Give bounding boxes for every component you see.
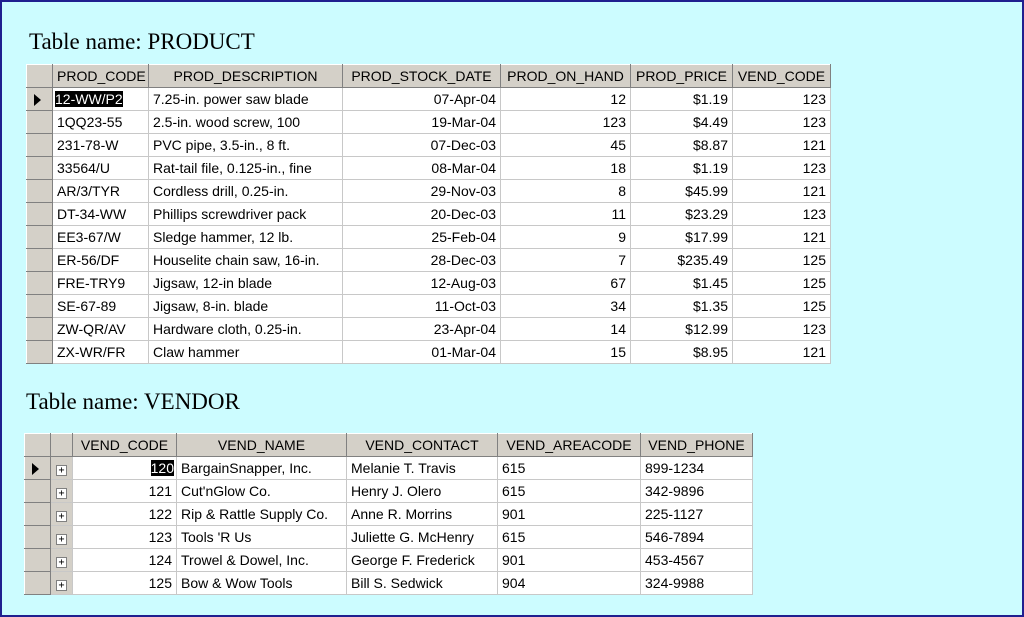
row-selector[interactable]: [25, 526, 51, 549]
row-selector[interactable]: [27, 272, 53, 295]
table-row: [27, 111, 831, 134]
product-table-caption: Table name: PRODUCT: [29, 29, 255, 54]
cell-prod-price[interactable]: $1.45: [631, 272, 733, 295]
cell-vend-areacode[interactable]: 901: [498, 503, 641, 526]
cell-prod-code[interactable]: [53, 88, 149, 111]
cell-vend-phone[interactable]: 342-9896: [641, 480, 753, 503]
row-selector[interactable]: [27, 157, 53, 180]
table-row: [27, 134, 831, 157]
cell-vend-phone[interactable]: 225-1127: [641, 503, 753, 526]
cell-vend-code[interactable]: 121: [733, 226, 831, 249]
expand-cell[interactable]: [51, 503, 73, 526]
cell-prod-price[interactable]: $4.49: [631, 111, 733, 134]
row-selector[interactable]: [27, 111, 53, 134]
table-row: [25, 503, 753, 526]
product-row-selector-header[interactable]: [27, 65, 53, 88]
vendor-expand-header: [51, 434, 73, 457]
cell-prod-stock-date[interactable]: 25-Feb-04: [343, 226, 501, 249]
cell-vend-contact[interactable]: Bill S. Sedwick: [347, 572, 498, 595]
table-row: [27, 318, 831, 341]
cell-prod-code[interactable]: ZX-WR/FR: [53, 341, 149, 364]
cell-prod-price[interactable]: $12.99: [631, 318, 733, 341]
expand-plus-icon[interactable]: +: [56, 465, 67, 476]
row-selector[interactable]: [27, 249, 53, 272]
expand-cell[interactable]: [51, 572, 73, 595]
cell-vend-phone[interactable]: 453-4567: [641, 549, 753, 572]
cell-vend-code[interactable]: 123: [733, 318, 831, 341]
product-header-row: [27, 65, 831, 88]
table-row: [27, 88, 831, 111]
expand-plus-icon[interactable]: +: [56, 557, 67, 568]
cell-prod-description[interactable]: Hardware cloth, 0.25-in.: [149, 318, 343, 341]
table-row: [27, 203, 831, 226]
cell-vend-code[interactable]: 121: [733, 341, 831, 364]
expand-cell[interactable]: [51, 480, 73, 503]
cell-prod-price[interactable]: $17.99: [631, 226, 733, 249]
cell-prod-on-hand[interactable]: 123: [501, 111, 631, 134]
column-header-prod-code[interactable]: PROD_CODE: [53, 65, 149, 88]
cell-prod-on-hand[interactable]: 34: [501, 295, 631, 318]
table-row: [27, 180, 831, 203]
cell-prod-description[interactable]: Rat-tail file, 0.125-in., fine: [149, 157, 343, 180]
cell-vend-areacode[interactable]: 615: [498, 480, 641, 503]
table-row: [27, 295, 831, 318]
cell-vend-code[interactable]: 121: [733, 134, 831, 157]
cell-prod-description[interactable]: Jigsaw, 12-in blade: [149, 272, 343, 295]
cell-vend-code[interactable]: 123: [733, 203, 831, 226]
cell-text: 12-WW/P2: [55, 91, 123, 107]
cell-vend-code[interactable]: 121: [73, 480, 177, 503]
vendor-table-caption: Table name: VENDOR: [26, 389, 240, 414]
cell-prod-stock-date[interactable]: 11-Oct-03: [343, 295, 501, 318]
cell-vend-name[interactable]: Rip & Rattle Supply Co.: [177, 503, 347, 526]
cell-vend-code[interactable]: 124: [73, 549, 177, 572]
cell-prod-price[interactable]: $23.29: [631, 203, 733, 226]
row-selector[interactable]: [27, 134, 53, 157]
cell-prod-price[interactable]: $1.19: [631, 157, 733, 180]
column-header-vend-name[interactable]: VEND_NAME: [177, 434, 347, 457]
table-row: [27, 226, 831, 249]
table-row: [27, 272, 831, 295]
cell-prod-stock-date[interactable]: 07-Apr-04: [343, 88, 501, 111]
vendor-rows: [25, 457, 753, 595]
cell-prod-on-hand[interactable]: 7: [501, 249, 631, 272]
row-selector[interactable]: [27, 295, 53, 318]
cell-prod-stock-date[interactable]: 23-Apr-04: [343, 318, 501, 341]
cell-prod-price[interactable]: $8.87: [631, 134, 733, 157]
row-selector[interactable]: [25, 549, 51, 572]
cell-prod-code[interactable]: ER-56/DF: [53, 249, 149, 272]
cell-prod-code[interactable]: EE3-67/W: [53, 226, 149, 249]
cell-vend-name[interactable]: Bow & Wow Tools: [177, 572, 347, 595]
expand-cell[interactable]: [51, 549, 73, 572]
cell-vend-areacode[interactable]: 904: [498, 572, 641, 595]
cell-vend-code[interactable]: 123: [733, 88, 831, 111]
row-selector[interactable]: [27, 180, 53, 203]
table-row: [27, 249, 831, 272]
cell-vend-phone[interactable]: 324-9988: [641, 572, 753, 595]
expand-plus-icon[interactable]: +: [56, 511, 67, 522]
row-selector[interactable]: [27, 88, 53, 111]
cell-vend-code[interactable]: 123: [73, 526, 177, 549]
cell-vend-contact[interactable]: Henry J. Olero: [347, 480, 498, 503]
cell-prod-stock-date[interactable]: 07-Dec-03: [343, 134, 501, 157]
column-header-prod-stock-date[interactable]: PROD_STOCK_DATE: [343, 65, 501, 88]
cell-prod-stock-date[interactable]: 12-Aug-03: [343, 272, 501, 295]
cell-prod-description[interactable]: Phillips screwdriver pack: [149, 203, 343, 226]
row-selector[interactable]: [27, 226, 53, 249]
column-header-vend-code[interactable]: VEND_CODE: [73, 434, 177, 457]
cell-prod-price[interactable]: $8.95: [631, 341, 733, 364]
cell-vend-areacode[interactable]: 615: [498, 526, 641, 549]
record-pointer-icon: [34, 94, 41, 106]
cell-prod-on-hand[interactable]: 14: [501, 318, 631, 341]
cell-prod-price[interactable]: $235.49: [631, 249, 733, 272]
expand-cell[interactable]: [51, 526, 73, 549]
cell-prod-on-hand[interactable]: 11: [501, 203, 631, 226]
cell-prod-description[interactable]: 2.5-in. wood screw, 100: [149, 111, 343, 134]
cell-prod-code[interactable]: 231-78-W: [53, 134, 149, 157]
cell-prod-code[interactable]: FRE-TRY9: [53, 272, 149, 295]
column-header-prod-price[interactable]: PROD_PRICE: [631, 65, 733, 88]
column-header-prod-on-hand[interactable]: PROD_ON_HAND: [501, 65, 631, 88]
vendor-header-row: [25, 434, 753, 457]
cell-vend-name[interactable]: BargainSnapper, Inc.: [177, 457, 347, 480]
cell-prod-code[interactable]: 33564/U: [53, 157, 149, 180]
cell-prod-on-hand[interactable]: 45: [501, 134, 631, 157]
cell-vend-contact[interactable]: Melanie T. Travis: [347, 457, 498, 480]
table-row: [25, 549, 753, 572]
row-selector[interactable]: [27, 341, 53, 364]
cell-prod-price[interactable]: $45.99: [631, 180, 733, 203]
row-selector[interactable]: [25, 572, 51, 595]
table-row: [25, 480, 753, 503]
table-row: [25, 526, 753, 549]
cell-vend-code[interactable]: 121: [733, 180, 831, 203]
cell-prod-description[interactable]: Sledge hammer, 12 lb.: [149, 226, 343, 249]
cell-prod-description[interactable]: PVC pipe, 3.5-in., 8 ft.: [149, 134, 343, 157]
cell-prod-stock-date[interactable]: 19-Mar-04: [343, 111, 501, 134]
cell-vend-name[interactable]: Cut'nGlow Co.: [177, 480, 347, 503]
expand-cell[interactable]: [51, 457, 73, 480]
expand-plus-icon[interactable]: +: [56, 488, 67, 499]
cell-vend-phone[interactable]: 899-1234: [641, 457, 753, 480]
cell-prod-description[interactable]: Claw hammer: [149, 341, 343, 364]
record-pointer-icon: [32, 463, 39, 475]
cell-prod-on-hand[interactable]: 12: [501, 88, 631, 111]
row-selector[interactable]: [25, 457, 51, 480]
cell-prod-on-hand[interactable]: 8: [501, 180, 631, 203]
cell-vend-code[interactable]: 125: [733, 272, 831, 295]
row-selector[interactable]: [27, 203, 53, 226]
cell-prod-on-hand[interactable]: 9: [501, 226, 631, 249]
cell-prod-description[interactable]: Houselite chain saw, 16-in.: [149, 249, 343, 272]
cell-vend-contact[interactable]: George F. Frederick: [347, 549, 498, 572]
vendor-datasheet: [24, 433, 753, 595]
cell-vend-contact[interactable]: Anne R. Morrins: [347, 503, 498, 526]
cell-vend-areacode[interactable]: 615: [498, 457, 641, 480]
cell-prod-stock-date[interactable]: 08-Mar-04: [343, 157, 501, 180]
table-row: [25, 572, 753, 595]
cell-prod-code[interactable]: ZW-QR/AV: [53, 318, 149, 341]
product-rows: [27, 88, 831, 364]
column-header-vend-phone[interactable]: VEND_PHONE: [641, 434, 753, 457]
cell-vend-areacode[interactable]: 901: [498, 549, 641, 572]
cell-prod-description[interactable]: Cordless drill, 0.25-in.: [149, 180, 343, 203]
cell-vend-contact[interactable]: Juliette G. McHenry: [347, 526, 498, 549]
cell-prod-on-hand[interactable]: 67: [501, 272, 631, 295]
column-header-prod-description[interactable]: PROD_DESCRIPTION: [149, 65, 343, 88]
cell-prod-on-hand[interactable]: 15: [501, 341, 631, 364]
cell-prod-stock-date[interactable]: 28-Dec-03: [343, 249, 501, 272]
cell-vend-code[interactable]: 125: [733, 295, 831, 318]
table-row: [27, 157, 831, 180]
cell-vend-code[interactable]: 123: [733, 111, 831, 134]
cell-prod-stock-date[interactable]: 20-Dec-03: [343, 203, 501, 226]
cell-prod-description[interactable]: Jigsaw, 8-in. blade: [149, 295, 343, 318]
row-selector[interactable]: [25, 480, 51, 503]
expand-plus-icon[interactable]: +: [56, 534, 67, 545]
column-header-vend-areacode[interactable]: VEND_AREACODE: [498, 434, 641, 457]
cell-vend-code[interactable]: [73, 457, 177, 480]
cell-vend-code[interactable]: 125: [73, 572, 177, 595]
column-header-vend-code[interactable]: VEND_CODE: [733, 65, 831, 88]
column-header-vend-contact[interactable]: VEND_CONTACT: [347, 434, 498, 457]
cell-vend-code[interactable]: 123: [733, 157, 831, 180]
cell-prod-stock-date[interactable]: 01-Mar-04: [343, 341, 501, 364]
cell-prod-price[interactable]: $1.19: [631, 88, 733, 111]
cell-prod-code[interactable]: DT-34-WW: [53, 203, 149, 226]
vendor-row-selector-header[interactable]: [25, 434, 51, 457]
cell-text: 120: [150, 460, 174, 476]
cell-vend-phone[interactable]: 546-7894: [641, 526, 753, 549]
expand-plus-icon[interactable]: +: [56, 580, 67, 591]
cell-vend-name[interactable]: Tools 'R Us: [177, 526, 347, 549]
cell-prod-code[interactable]: AR/3/TYR: [53, 180, 149, 203]
table-row: [27, 341, 831, 364]
row-selector[interactable]: [25, 503, 51, 526]
cell-vend-code[interactable]: 125: [733, 249, 831, 272]
cell-vend-code[interactable]: 122: [73, 503, 177, 526]
cell-prod-code[interactable]: 1QQ23-55: [53, 111, 149, 134]
cell-prod-stock-date[interactable]: 29-Nov-03: [343, 180, 501, 203]
cell-vend-name[interactable]: Trowel & Dowel, Inc.: [177, 549, 347, 572]
product-datasheet: [26, 64, 831, 364]
row-selector[interactable]: [27, 318, 53, 341]
cell-prod-description[interactable]: 7.25-in. power saw blade: [149, 88, 343, 111]
cell-prod-price[interactable]: $1.35: [631, 295, 733, 318]
table-row: [25, 457, 753, 480]
cell-prod-code[interactable]: SE-67-89: [53, 295, 149, 318]
cell-prod-on-hand[interactable]: 18: [501, 157, 631, 180]
